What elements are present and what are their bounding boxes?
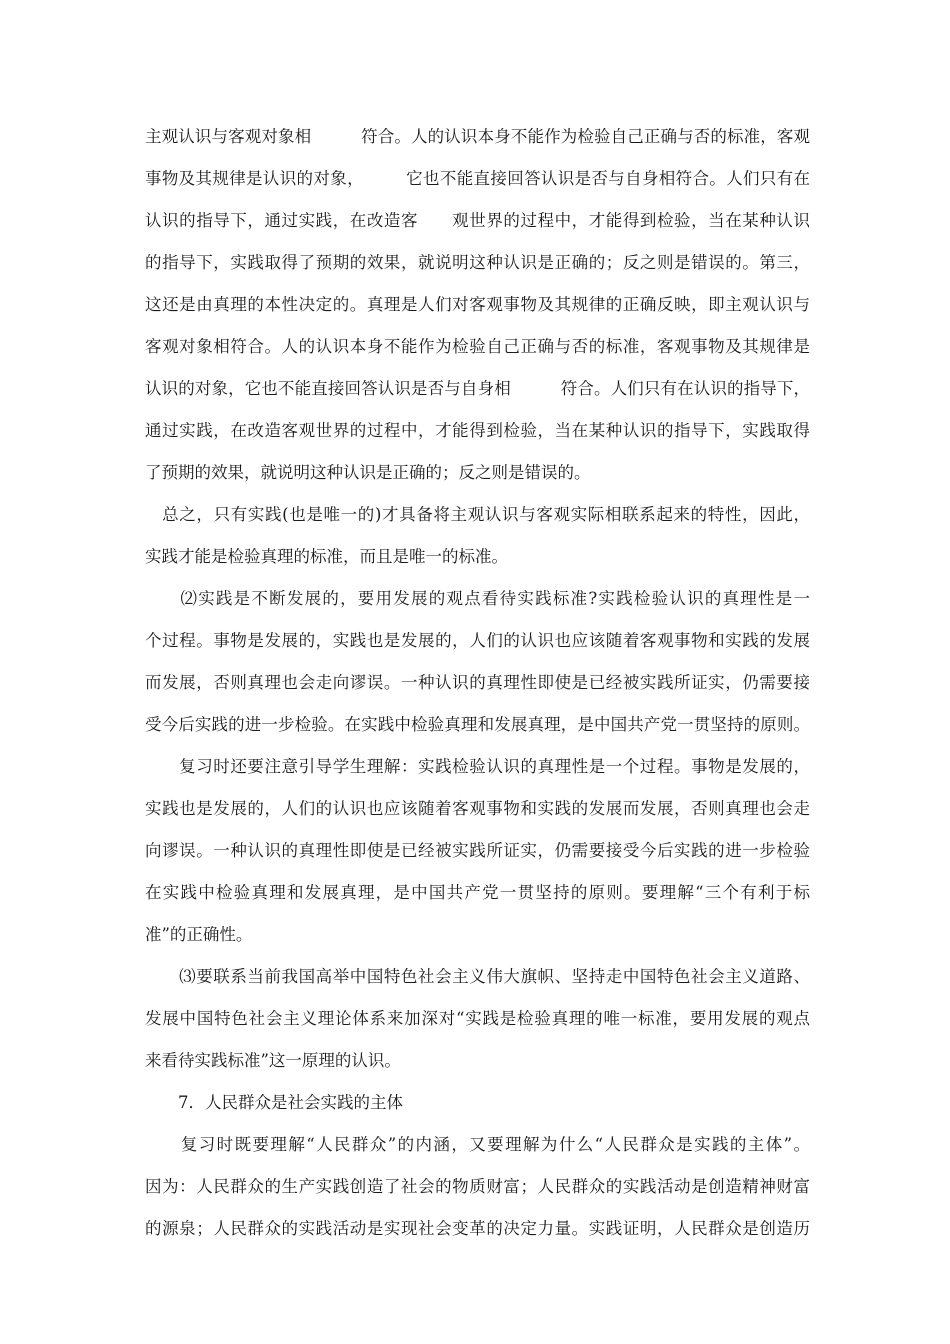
text-line: 在实践中检验真理和发展真理，是中国共产党一贯坚持的原则。要理解“三个有利于标 — [145, 883, 810, 902]
text-line: 了预期的效果，就说明这种认识是正确的；反之则是错误的。 — [145, 463, 591, 482]
text-line: ⑶要联系当前我国高举中国特色社会主义伟大旗帜、坚持走中国特色社会主义道路、 — [145, 967, 810, 986]
text-line: 总之，只有实践(也是唯一的)才具备将主观认识与客观实际相联系起来的特性，因此， — [145, 505, 810, 524]
text-line: 认识的对象，它也不能直接回答认识是否与自身相 符合。人们只有在认识的指导下， — [145, 379, 810, 398]
text-line: 因为：人民群众的生产实践创造了社会的物质财富；人民群众的实践活动是创造精神财富 — [145, 1177, 810, 1196]
text-line: ⑵实践是不断发展的，要用发展的观点看待实践标准?实践检验认识的真理性是一 — [145, 589, 810, 608]
text-line: 复习时还要注意引导学生理解：实践检验认识的真理性是一个过程。事物是发展的， — [145, 757, 810, 776]
text-line: 事物及其规律是认识的对象， 它也不能直接回答认识是否与自身相符合。人们只有在 — [145, 169, 810, 188]
text-line: 客观对象相符合。人的认识本身不能作为检验自己正确与否的标准，客观事物及其规律是 — [145, 337, 810, 356]
text-line: 发展中国特色社会主义理论体系来加深对“实践是检验真理的唯一标准，要用发展的观点 — [145, 1009, 810, 1028]
text-line: 向谬误。一种认识的真理性即使是已经被实践所证实，仍需要接受今后实践的进一步检验 — [145, 841, 810, 860]
text-line: 通过实践，在改造客观世界的过程中，才能得到检验，当在某种认识的指导下，实践取得 — [145, 421, 810, 440]
text-line: 实践才能是检验真理的标准，而且是唯一的标准。 — [145, 547, 508, 566]
text-line: 个过程。事物是发展的，实践也是发展的，人们的认识也应该随着客观事物和实践的发展 — [145, 631, 810, 650]
text-line: 的源泉；人民群众的实践活动是实现社会变革的决定力量。实践证明，人民群众是创造历 — [145, 1219, 810, 1238]
text-line: 实践也是发展的，人们的认识也应该随着客观事物和实践的发展而发展，否则真理也会走 — [145, 799, 810, 818]
text-line: 来看待实践标准”这一原理的认识。 — [145, 1051, 401, 1070]
text-line: 的指导下，实践取得了预期的效果，就说明这种认识是正确的；反之则是错误的。第三， — [145, 253, 810, 272]
text-line: 准”的正确性。 — [145, 925, 253, 944]
text-line: 认识的指导下，通过实践，在改造客 观世界的过程中，才能得到检验，当在某种认识 — [145, 211, 810, 230]
text-line: 受今后实践的进一步检验。在实践中检验真理和发展真理，是中国共产党一贯坚持的原则。 — [145, 715, 810, 734]
text-line: 主观认识与客观对象相 符合。人的认识本身不能作为检验自己正确与否的标准，客观 — [145, 127, 810, 146]
text-line: 这还是由真理的本性决定的。真理是人们对客观事物及其规律的正确反映，即主观认识与 — [145, 295, 810, 314]
text-line: 而发展，否则真理也会走向谬误。一种认识的真理性即使是已经被实践所证实，仍需要接 — [145, 673, 810, 692]
section-heading: 7．人民群众是社会实践的主体 — [145, 1093, 403, 1112]
text-line: 复习时既要理解“人民群众”的内涵，又要理解为什么“人民群众是实践的主体”。 — [145, 1135, 810, 1154]
